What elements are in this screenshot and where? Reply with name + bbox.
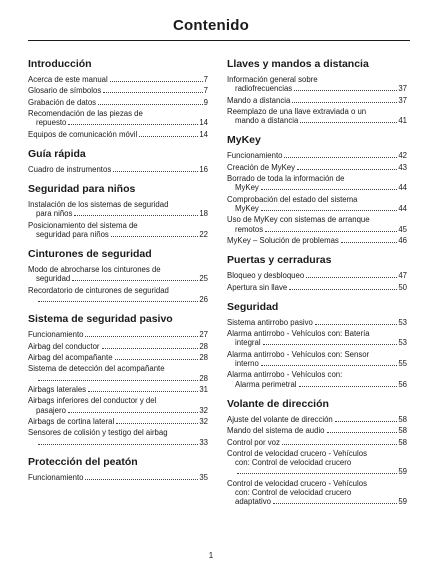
entry-page-number: 37 bbox=[398, 95, 407, 105]
toc-section bbox=[28, 58, 208, 139]
dot-leader bbox=[294, 90, 397, 91]
entry-title: con: Control de velocidad crucero bbox=[235, 487, 352, 497]
dot-leader bbox=[335, 421, 398, 422]
entry-page-number: 59 bbox=[398, 497, 407, 507]
section-heading: Protección del peatón bbox=[28, 455, 138, 468]
entry-page-number: 31 bbox=[199, 384, 208, 394]
entry-title: Mando del sistema de audio bbox=[227, 426, 325, 436]
dot-leader bbox=[85, 479, 198, 480]
toc-section bbox=[227, 58, 407, 125]
section-heading: Puertas y cerraduras bbox=[227, 254, 332, 267]
entry-title: adaptativo bbox=[235, 497, 271, 507]
toc-section bbox=[227, 254, 407, 292]
entry-page-number: 7 bbox=[203, 86, 208, 96]
section-heading: Sistema de seguridad pasivo bbox=[28, 313, 173, 326]
toc-entry[interactable] bbox=[227, 438, 407, 447]
entry-page-number: 28 bbox=[199, 341, 208, 351]
entry-title: Glosario de símbolos bbox=[28, 86, 102, 96]
dot-leader bbox=[261, 189, 397, 190]
dot-leader bbox=[115, 359, 199, 360]
dot-leader bbox=[289, 289, 397, 290]
entry-title: Control por voz bbox=[227, 437, 280, 447]
entry-title: Ajuste del volante de dirección bbox=[227, 414, 333, 424]
dot-leader bbox=[265, 231, 397, 232]
entry-page-number: 53 bbox=[398, 317, 407, 327]
toc-entry[interactable] bbox=[28, 364, 208, 382]
toc-entry[interactable] bbox=[227, 318, 407, 327]
entry-page-number: 27 bbox=[199, 330, 208, 340]
dot-leader bbox=[282, 444, 397, 445]
dot-leader bbox=[237, 473, 397, 474]
entry-page-number: 59 bbox=[398, 467, 407, 477]
dot-leader bbox=[261, 365, 397, 366]
dot-leader bbox=[113, 171, 198, 172]
entry-title: mando a distancia bbox=[235, 116, 299, 126]
dot-leader bbox=[263, 344, 398, 345]
dot-leader bbox=[68, 412, 198, 413]
toc-entry[interactable] bbox=[227, 350, 407, 368]
entry-title: Control de velocidad crucero - Vehículos bbox=[227, 478, 367, 488]
toc-entry[interactable] bbox=[28, 109, 208, 127]
entry-title: MyKey bbox=[235, 203, 259, 213]
toc-section bbox=[28, 248, 208, 304]
entry-title: seguridad para niños bbox=[36, 229, 109, 239]
entry-page-number: 47 bbox=[398, 271, 407, 281]
dot-leader bbox=[102, 348, 199, 349]
entry-title: Funcionamiento bbox=[227, 151, 283, 161]
toc-entry[interactable] bbox=[28, 417, 208, 426]
toc-entry[interactable] bbox=[227, 415, 407, 424]
dot-leader bbox=[139, 136, 198, 137]
toc-entry[interactable] bbox=[227, 195, 407, 213]
dot-leader bbox=[88, 391, 198, 392]
entry-title: Uso de MyKey con sistemas de arranque bbox=[227, 215, 370, 225]
entry-title: Alarma antirrobo - Vehículos con: Sensor bbox=[227, 349, 370, 359]
entry-page-number: 58 bbox=[398, 437, 407, 447]
entry-title: Modo de abrocharse los cinturones de bbox=[28, 265, 161, 275]
toc-entry[interactable] bbox=[28, 86, 208, 95]
toc-right-column bbox=[227, 50, 407, 509]
dot-leader bbox=[341, 242, 397, 243]
dot-leader bbox=[74, 215, 198, 216]
dot-leader bbox=[38, 444, 198, 445]
entry-page-number: 28 bbox=[199, 373, 208, 383]
entry-title: Funcionamiento bbox=[28, 330, 84, 340]
entry-page-number: 33 bbox=[199, 437, 208, 447]
dot-leader bbox=[116, 423, 198, 424]
entry-title: seguridad bbox=[36, 274, 71, 284]
toc-section bbox=[28, 456, 208, 482]
entry-title: Instalación de los sistemas de seguridad bbox=[28, 200, 169, 210]
dot-leader bbox=[292, 102, 397, 103]
toc-entry[interactable] bbox=[28, 200, 208, 218]
toc-entry[interactable] bbox=[28, 473, 208, 482]
toc-entry[interactable] bbox=[227, 215, 407, 233]
entry-title: radiofrecuencias bbox=[235, 84, 293, 94]
entry-page-number: 32 bbox=[199, 416, 208, 426]
entry-page-number: 7 bbox=[203, 75, 208, 84]
toc-section bbox=[28, 148, 208, 174]
entry-title: Control de velocidad crucero - Vehículos bbox=[227, 448, 367, 458]
dot-leader bbox=[261, 210, 397, 211]
toc-entry[interactable] bbox=[28, 385, 208, 394]
dot-leader bbox=[111, 236, 198, 237]
entry-page-number: 45 bbox=[398, 224, 407, 234]
entry-title: Alarma antirrobo - Vehículos con: bbox=[227, 370, 343, 380]
entry-page-number: 55 bbox=[398, 358, 407, 368]
dot-leader bbox=[68, 124, 198, 125]
entry-title: Recomendación de las piezas de bbox=[28, 109, 143, 119]
toc-entry[interactable] bbox=[28, 342, 208, 351]
toc-entry[interactable] bbox=[28, 75, 208, 84]
toc-entry[interactable] bbox=[227, 329, 407, 347]
page-title: Contenido bbox=[173, 17, 249, 34]
entry-title: Información general sobre bbox=[227, 75, 318, 84]
entry-title: Airbag del conductor bbox=[28, 341, 100, 351]
entry-page-number: 46 bbox=[398, 235, 407, 245]
dot-leader bbox=[103, 92, 202, 93]
toc-section bbox=[227, 134, 407, 245]
section-heading: Seguridad bbox=[227, 300, 279, 313]
entry-page-number: 9 bbox=[203, 97, 208, 107]
toc-entry[interactable] bbox=[28, 353, 208, 362]
entry-title: MyKey – Solución de problemas bbox=[227, 235, 339, 245]
toc-section bbox=[28, 183, 208, 239]
entry-title: pasajero bbox=[36, 405, 66, 415]
toc-entry[interactable] bbox=[227, 271, 407, 280]
entry-title: Sistema antirrobo pasivo bbox=[227, 317, 313, 327]
toc-entry[interactable] bbox=[28, 221, 208, 239]
dot-leader bbox=[300, 122, 397, 123]
section-heading: Volante de dirección bbox=[227, 397, 329, 410]
entry-page-number: 50 bbox=[398, 282, 407, 292]
toc-entry[interactable] bbox=[227, 96, 407, 105]
entry-page-number: 35 bbox=[199, 472, 208, 482]
toc-entry[interactable] bbox=[227, 283, 407, 292]
entry-title: Alarma perimetral bbox=[235, 379, 297, 389]
dot-leader bbox=[110, 81, 203, 82]
toc-section bbox=[28, 313, 208, 447]
toc-entry[interactable] bbox=[28, 428, 208, 446]
toc-entry[interactable] bbox=[28, 396, 208, 414]
entry-title: Apertura sin llave bbox=[227, 282, 288, 292]
page-number: 1 bbox=[208, 551, 214, 560]
dot-leader bbox=[284, 157, 397, 158]
entry-title: Airbags inferiores del conductor y del bbox=[28, 396, 157, 406]
entry-title: Acerca de este manual bbox=[28, 75, 108, 84]
toc-entry[interactable] bbox=[227, 174, 407, 192]
entry-title: Mando a distancia bbox=[227, 95, 291, 105]
toc-left-column bbox=[28, 50, 208, 484]
entry-page-number: 43 bbox=[398, 162, 407, 172]
toc-entry[interactable] bbox=[227, 449, 407, 477]
entry-title: MyKey bbox=[235, 183, 259, 193]
title-divider bbox=[28, 40, 410, 41]
toc-entry[interactable] bbox=[28, 165, 208, 174]
entry-title: Bloqueo y desbloqueo bbox=[227, 271, 305, 281]
section-heading: MyKey bbox=[227, 134, 261, 147]
entry-page-number: 44 bbox=[398, 203, 407, 213]
entry-page-number: 16 bbox=[199, 164, 208, 174]
toc-entry[interactable] bbox=[227, 236, 407, 245]
dot-leader bbox=[273, 503, 397, 504]
entry-page-number: 22 bbox=[199, 229, 208, 239]
entry-page-number: 53 bbox=[398, 338, 407, 348]
entry-page-number: 58 bbox=[398, 426, 407, 436]
toc-entry[interactable] bbox=[227, 107, 407, 125]
toc-entry[interactable] bbox=[227, 479, 407, 507]
toc-entry[interactable] bbox=[28, 265, 208, 283]
entry-title: Sensores de colisión y testigo del airbag bbox=[28, 428, 168, 438]
entry-title: Recordatorio de cinturones de seguridad bbox=[28, 285, 169, 295]
dot-leader bbox=[297, 169, 397, 170]
dot-leader bbox=[72, 280, 198, 281]
entry-title: repuesto bbox=[36, 118, 67, 128]
entry-page-number: 37 bbox=[398, 84, 407, 94]
toc-entry[interactable] bbox=[227, 370, 407, 388]
entry-title: Airbags laterales bbox=[28, 384, 87, 394]
entry-title: Alarma antirrobo - Vehículos con: Batería bbox=[227, 329, 370, 339]
toc-entry[interactable] bbox=[227, 75, 407, 93]
entry-page-number: 44 bbox=[398, 183, 407, 193]
entry-title: Airbag del acompañante bbox=[28, 352, 113, 362]
entry-title: Cuadro de instrumentos bbox=[28, 164, 112, 174]
entry-page-number: 26 bbox=[199, 294, 208, 304]
entry-title: Reemplazo de una llave extraviada o un bbox=[227, 106, 367, 116]
entry-page-number: 14 bbox=[199, 129, 208, 139]
section-heading: Guía rápida bbox=[28, 147, 86, 160]
dot-leader bbox=[85, 336, 198, 337]
entry-page-number: 41 bbox=[398, 116, 407, 126]
entry-title: Airbags de cortina lateral bbox=[28, 416, 115, 426]
dot-leader bbox=[38, 380, 198, 381]
dot-leader bbox=[327, 432, 398, 433]
toc-entry[interactable] bbox=[227, 426, 407, 435]
entry-title: Funcionamiento bbox=[28, 472, 84, 482]
section-heading: Llaves y mandos a distancia bbox=[227, 58, 369, 70]
toc-entry[interactable] bbox=[28, 330, 208, 339]
entry-title: Posicionamiento del sistema de bbox=[28, 220, 138, 230]
entry-page-number: 32 bbox=[199, 405, 208, 415]
toc-entry[interactable] bbox=[28, 286, 208, 304]
entry-title: para niños bbox=[36, 209, 73, 219]
dot-leader bbox=[38, 301, 198, 302]
entry-title: con: Control de velocidad crucero bbox=[235, 458, 352, 468]
toc-section bbox=[227, 301, 407, 389]
dot-leader bbox=[98, 104, 203, 105]
section-heading: Seguridad para niños bbox=[28, 183, 136, 196]
toc-entry[interactable] bbox=[28, 130, 208, 139]
entry-title: Creación de MyKey bbox=[227, 162, 296, 172]
dot-leader bbox=[306, 277, 397, 278]
entry-page-number: 14 bbox=[199, 118, 208, 128]
entry-page-number: 56 bbox=[398, 379, 407, 389]
toc-section bbox=[227, 398, 407, 507]
entry-title: Comprobación del estado del sistema bbox=[227, 194, 358, 204]
dot-leader bbox=[315, 324, 398, 325]
entry-page-number: 58 bbox=[398, 414, 407, 424]
entry-title: Borrado de toda la información de bbox=[227, 174, 345, 184]
dot-leader bbox=[299, 386, 398, 387]
section-heading: Cinturones de seguridad bbox=[28, 248, 152, 261]
toc-entry[interactable] bbox=[28, 98, 208, 107]
entry-title: interno bbox=[235, 358, 259, 368]
entry-page-number: 18 bbox=[199, 209, 208, 219]
entry-title: integral bbox=[235, 338, 261, 348]
entry-page-number: 25 bbox=[199, 274, 208, 284]
section-heading: Introducción bbox=[28, 58, 92, 70]
toc-entry[interactable] bbox=[227, 163, 407, 172]
entry-title: Sistema de detección del acompañante bbox=[28, 364, 165, 374]
entry-page-number: 42 bbox=[398, 151, 407, 161]
entry-title: Equipos de comunicación móvil bbox=[28, 129, 138, 139]
entry-title: remotos bbox=[235, 224, 264, 234]
toc-entry[interactable] bbox=[227, 151, 407, 160]
entry-page-number: 28 bbox=[199, 352, 208, 362]
entry-title: Grabación de datos bbox=[28, 97, 97, 107]
